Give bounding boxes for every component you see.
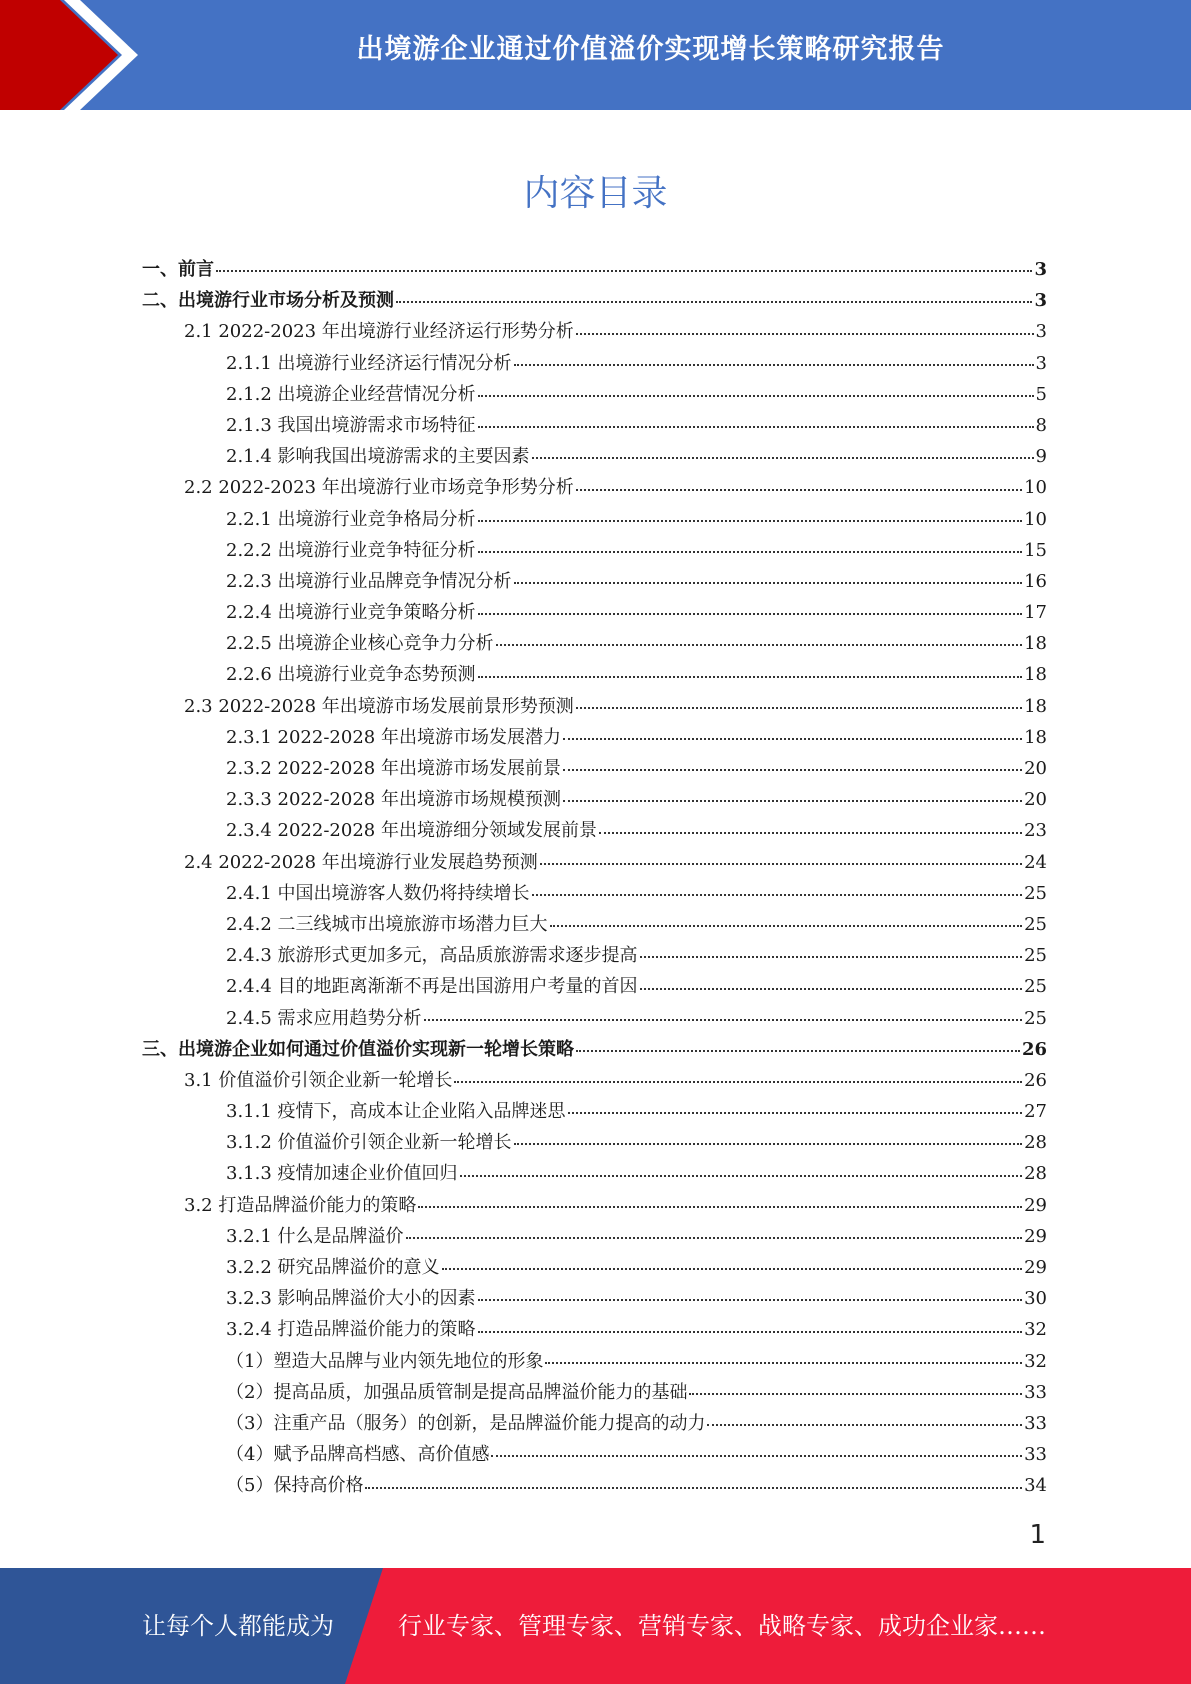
toc-entry-page: 29 bbox=[1024, 1194, 1047, 1216]
toc-entry-page: 20 bbox=[1024, 758, 1047, 779]
toc-entry-page: 33 bbox=[1024, 1381, 1047, 1403]
toc-entry[interactable] bbox=[142, 1190, 1047, 1221]
toc-entry[interactable] bbox=[142, 597, 1047, 628]
toc-entry[interactable] bbox=[142, 878, 1047, 909]
toc-entry-title: 2.3 2022-2028 年出境游市场发展前景形势预测 bbox=[184, 695, 574, 717]
toc-entry-title: 2.2 2022-2023 年出境游行业市场竞争形势分析 bbox=[184, 477, 574, 499]
toc-entry-page: 33 bbox=[1024, 1412, 1047, 1434]
toc-entry[interactable] bbox=[142, 348, 1047, 379]
toc-entry-title: （2）提高品质，加强品质管制是提高品牌溢价能力的基础 bbox=[226, 1381, 688, 1403]
toc-entry[interactable] bbox=[142, 847, 1047, 878]
toc-leader-dots bbox=[568, 1112, 1023, 1114]
toc-entry-page: 10 bbox=[1024, 508, 1047, 530]
toc-entry[interactable] bbox=[142, 1346, 1047, 1377]
toc-leader-dots bbox=[563, 800, 1022, 802]
toc-entry-title: 2.2.5 出境游企业核心竞争力分析 bbox=[226, 633, 494, 655]
toc-entry-title: 2.3.1 2022-2028 年出境游市场发展潜力 bbox=[226, 726, 561, 748]
toc-entry-page: 33 bbox=[1024, 1444, 1047, 1466]
toc-entry[interactable] bbox=[142, 1127, 1047, 1158]
toc-entry-title: 3.2.4 打造品牌溢价能力的策略 bbox=[226, 1319, 476, 1341]
toc-entry-title: 三、出境游企业如何通过价值溢价实现新一轮增长策略 bbox=[142, 1038, 574, 1060]
toc-entry-page: 23 bbox=[1024, 820, 1047, 842]
footer-slogan-left: 让每个人都能成为 bbox=[142, 1612, 334, 1640]
toc-entry-page: 20 bbox=[1024, 789, 1047, 811]
table-of-contents bbox=[142, 254, 1047, 1502]
toc-entry-title: 3.1 价值溢价引领企业新一轮增长 bbox=[184, 1069, 453, 1091]
toc-entry-page: 29 bbox=[1024, 1225, 1047, 1247]
toc-entry[interactable] bbox=[142, 441, 1047, 472]
toc-leader-dots bbox=[563, 769, 1022, 771]
toc-leader-dots bbox=[478, 426, 1034, 428]
toc-entry-title: 2.1.4 影响我国出境游需求的主要因素 bbox=[226, 446, 530, 468]
toc-leader-dots bbox=[478, 613, 1023, 615]
toc-entry-title: 3.1.2 价值溢价引领企业新一轮增长 bbox=[226, 1132, 512, 1154]
toc-entry[interactable] bbox=[142, 285, 1047, 316]
toc-leader-dots bbox=[478, 1331, 1023, 1333]
toc-entry-title: 一、前言 bbox=[142, 259, 214, 280]
toc-entry-title: 3.2.3 影响品牌溢价大小的因素 bbox=[226, 1288, 476, 1310]
toc-entry-page: 10 bbox=[1024, 477, 1047, 499]
toc-title: 内容目录 bbox=[523, 173, 668, 214]
toc-leader-dots bbox=[532, 894, 1023, 896]
toc-leader-dots bbox=[576, 489, 1022, 491]
toc-leader-dots bbox=[478, 395, 1034, 397]
toc-entry-page: 5 bbox=[1035, 383, 1047, 405]
toc-entry-title: 2.3.2 2022-2028 年出境游市场发展前景 bbox=[226, 758, 561, 779]
toc-entry-page: 34 bbox=[1024, 1475, 1047, 1497]
toc-entry[interactable] bbox=[142, 1252, 1047, 1283]
toc-entry-page: 32 bbox=[1024, 1350, 1047, 1372]
toc-entry[interactable] bbox=[142, 1439, 1047, 1470]
toc-entry-title: 3.1.1 疫情下，高成本让企业陷入品牌迷思 bbox=[226, 1101, 566, 1123]
toc-entry[interactable] bbox=[142, 753, 1047, 784]
footer-slogan-right: 行业专家、管理专家、营销专家、战略专家、成功企业家…… bbox=[398, 1612, 1046, 1640]
footer-banner bbox=[0, 1568, 1191, 1684]
toc-entry[interactable] bbox=[142, 971, 1047, 1002]
toc-entry[interactable] bbox=[142, 1377, 1047, 1408]
toc-entry-title: 2.4.1 中国出境游客人数仍将持续增长 bbox=[226, 882, 530, 904]
toc-entry[interactable] bbox=[142, 254, 1047, 285]
toc-entry[interactable] bbox=[142, 1408, 1047, 1439]
toc-leader-dots bbox=[406, 1237, 1023, 1239]
toc-entry-title: 2.3.3 2022-2028 年出境游市场规模预测 bbox=[226, 789, 561, 811]
toc-entry-title: 2.2.3 出境游行业品牌竞争情况分析 bbox=[226, 570, 512, 592]
toc-entry-title: 2.2.6 出境游行业竞争态势预测 bbox=[226, 664, 476, 686]
toc-entry-page: 29 bbox=[1024, 1257, 1047, 1278]
toc-leader-dots bbox=[576, 1050, 1020, 1052]
toc-leader-dots bbox=[478, 520, 1023, 522]
toc-leader-dots bbox=[478, 551, 1023, 553]
toc-leader-dots bbox=[640, 988, 1023, 990]
toc-entry-title: （4）赋予品牌高档感、高价值感 bbox=[226, 1444, 490, 1466]
toc-entry-title: 2.4.5 需求应用趋势分析 bbox=[226, 1007, 422, 1029]
toc-leader-dots bbox=[418, 1206, 1022, 1208]
toc-leader-dots bbox=[545, 1362, 1022, 1364]
toc-entry[interactable] bbox=[142, 784, 1047, 815]
toc-entry-page: 27 bbox=[1024, 1101, 1047, 1123]
toc-entry-title: 2.1 2022-2023 年出境游行业经济运行形势分析 bbox=[184, 321, 574, 343]
toc-entry-title: 2.1.1 出境游行业经济运行情况分析 bbox=[226, 352, 512, 374]
toc-entry-page: 32 bbox=[1024, 1319, 1047, 1341]
toc-leader-dots bbox=[478, 1299, 1023, 1301]
toc-entry-title: （5）保持高价格 bbox=[226, 1475, 364, 1497]
toc-entry-page: 28 bbox=[1024, 1132, 1047, 1154]
toc-entry-page: 18 bbox=[1024, 633, 1047, 655]
toc-entry-page: 18 bbox=[1024, 695, 1047, 717]
toc-entry[interactable] bbox=[142, 659, 1047, 690]
toc-leader-dots bbox=[540, 863, 1022, 865]
toc-entry[interactable] bbox=[142, 909, 1047, 940]
toc-entry-title: （1）塑造大品牌与业内领先地位的形象 bbox=[226, 1350, 544, 1372]
toc-entry-title: 3.2 打造品牌溢价能力的策略 bbox=[184, 1194, 417, 1216]
toc-entry-title: 3.1.3 疫情加速企业价值回归 bbox=[226, 1163, 458, 1185]
toc-entry-title: 2.2.4 出境游行业竞争策略分析 bbox=[226, 602, 476, 624]
toc-entry[interactable] bbox=[142, 410, 1047, 441]
header-banner bbox=[0, 0, 1191, 110]
toc-entry[interactable] bbox=[142, 472, 1047, 503]
toc-entry-page: 3 bbox=[1034, 259, 1047, 280]
toc-entry-page: 25 bbox=[1024, 882, 1047, 904]
toc-entry-page: 25 bbox=[1024, 976, 1047, 998]
toc-entry-page: 25 bbox=[1024, 913, 1047, 935]
toc-entry-title: 2.4.4 目的地距离渐渐不再是出国游用户考量的首因 bbox=[226, 976, 638, 998]
report-title: 出境游企业通过价值溢价实现增长策略研究报告 bbox=[356, 34, 945, 65]
toc-entry-page: 3 bbox=[1034, 290, 1047, 312]
toc-entry-page: 8 bbox=[1035, 414, 1047, 436]
toc-leader-dots bbox=[396, 301, 1032, 303]
toc-entry[interactable] bbox=[142, 940, 1047, 971]
toc-entry-page: 16 bbox=[1024, 570, 1047, 592]
toc-entry-title: 2.1.3 我国出境游需求市场特征 bbox=[226, 414, 476, 436]
toc-entry-page: 18 bbox=[1024, 664, 1047, 686]
toc-leader-dots bbox=[216, 270, 1032, 272]
toc-entry-title: 2.1.2 出境游企业经营情况分析 bbox=[226, 383, 476, 405]
toc-entry-page: 25 bbox=[1024, 945, 1047, 967]
toc-entry-title: 2.4.3 旅游形式更加多元，高品质旅游需求逐步提高 bbox=[226, 945, 638, 967]
toc-leader-dots bbox=[599, 832, 1022, 834]
toc-leader-dots bbox=[460, 1175, 1023, 1177]
toc-entry[interactable] bbox=[142, 1003, 1047, 1034]
toc-leader-dots bbox=[424, 1019, 1023, 1021]
toc-entry[interactable] bbox=[142, 316, 1047, 347]
toc-entry[interactable] bbox=[142, 379, 1047, 410]
toc-leader-dots bbox=[707, 1424, 1022, 1426]
toc-leader-dots bbox=[478, 676, 1023, 678]
toc-entry[interactable] bbox=[142, 1314, 1047, 1345]
toc-entry-title: 2.3.4 2022-2028 年出境游细分领域发展前景 bbox=[226, 820, 597, 842]
toc-entry-page: 17 bbox=[1024, 602, 1047, 624]
toc-entry[interactable] bbox=[142, 504, 1047, 535]
toc-leader-dots bbox=[496, 644, 1023, 646]
toc-leader-dots bbox=[689, 1393, 1022, 1395]
toc-leader-dots bbox=[532, 457, 1034, 459]
toc-leader-dots bbox=[576, 707, 1022, 709]
toc-leader-dots bbox=[514, 364, 1034, 366]
toc-entry[interactable] bbox=[142, 1283, 1047, 1314]
toc-entry-page: 9 bbox=[1035, 446, 1047, 468]
header-chevron-icon bbox=[0, 0, 160, 110]
toc-entry-page: 26 bbox=[1024, 1069, 1047, 1091]
toc-entry[interactable] bbox=[142, 722, 1047, 753]
toc-entry-title: 2.4.2 二三线城市出境旅游市场潜力巨大 bbox=[226, 913, 548, 935]
toc-leader-dots bbox=[640, 956, 1023, 958]
toc-entry[interactable] bbox=[142, 691, 1047, 722]
toc-leader-dots bbox=[442, 1268, 1023, 1270]
toc-entry-page: 3 bbox=[1035, 321, 1047, 343]
toc-leader-dots bbox=[491, 1455, 1022, 1457]
toc-entry-page: 18 bbox=[1024, 726, 1047, 748]
toc-entry[interactable] bbox=[142, 815, 1047, 846]
toc-leader-dots bbox=[550, 925, 1023, 927]
toc-entry-title: 3.2.2 研究品牌溢价的意义 bbox=[226, 1257, 440, 1278]
toc-entry-title: 2.4 2022-2028 年出境游行业发展趋势预测 bbox=[184, 851, 538, 873]
toc-entry-title: 3.2.1 什么是品牌溢价 bbox=[226, 1225, 404, 1247]
toc-entry-page: 26 bbox=[1021, 1038, 1047, 1060]
toc-entry[interactable] bbox=[142, 1065, 1047, 1096]
toc-entry-title: 2.2.2 出境游行业竞争特征分析 bbox=[226, 539, 476, 561]
toc-entry-page: 25 bbox=[1024, 1007, 1047, 1029]
toc-leader-dots bbox=[514, 1143, 1023, 1145]
toc-entry-page: 24 bbox=[1024, 851, 1047, 873]
toc-entry[interactable] bbox=[142, 1096, 1047, 1127]
toc-entry[interactable] bbox=[142, 566, 1047, 597]
toc-entry-title: 2.2.1 出境游行业竞争格局分析 bbox=[226, 508, 476, 530]
toc-entry[interactable] bbox=[142, 1034, 1047, 1065]
toc-leader-dots bbox=[563, 738, 1022, 740]
page-number: 1 bbox=[1029, 1520, 1046, 1550]
toc-leader-dots bbox=[454, 1081, 1022, 1083]
toc-entry[interactable] bbox=[142, 1221, 1047, 1252]
toc-entry[interactable] bbox=[142, 535, 1047, 566]
toc-entry-title: （3）注重产品（服务）的创新，是品牌溢价能力提高的动力 bbox=[226, 1412, 706, 1434]
toc-entry-title: 二、出境游行业市场分析及预测 bbox=[142, 290, 394, 312]
toc-entry-page: 15 bbox=[1024, 539, 1047, 561]
toc-leader-dots bbox=[514, 582, 1023, 584]
toc-entry-page: 30 bbox=[1024, 1288, 1047, 1310]
toc-leader-dots bbox=[576, 333, 1034, 335]
toc-entry[interactable] bbox=[142, 1158, 1047, 1189]
toc-entry-page: 28 bbox=[1024, 1163, 1047, 1185]
toc-entry[interactable] bbox=[142, 628, 1047, 659]
toc-leader-dots bbox=[365, 1487, 1022, 1489]
toc-entry-page: 3 bbox=[1035, 352, 1047, 374]
toc-entry[interactable] bbox=[142, 1470, 1047, 1501]
